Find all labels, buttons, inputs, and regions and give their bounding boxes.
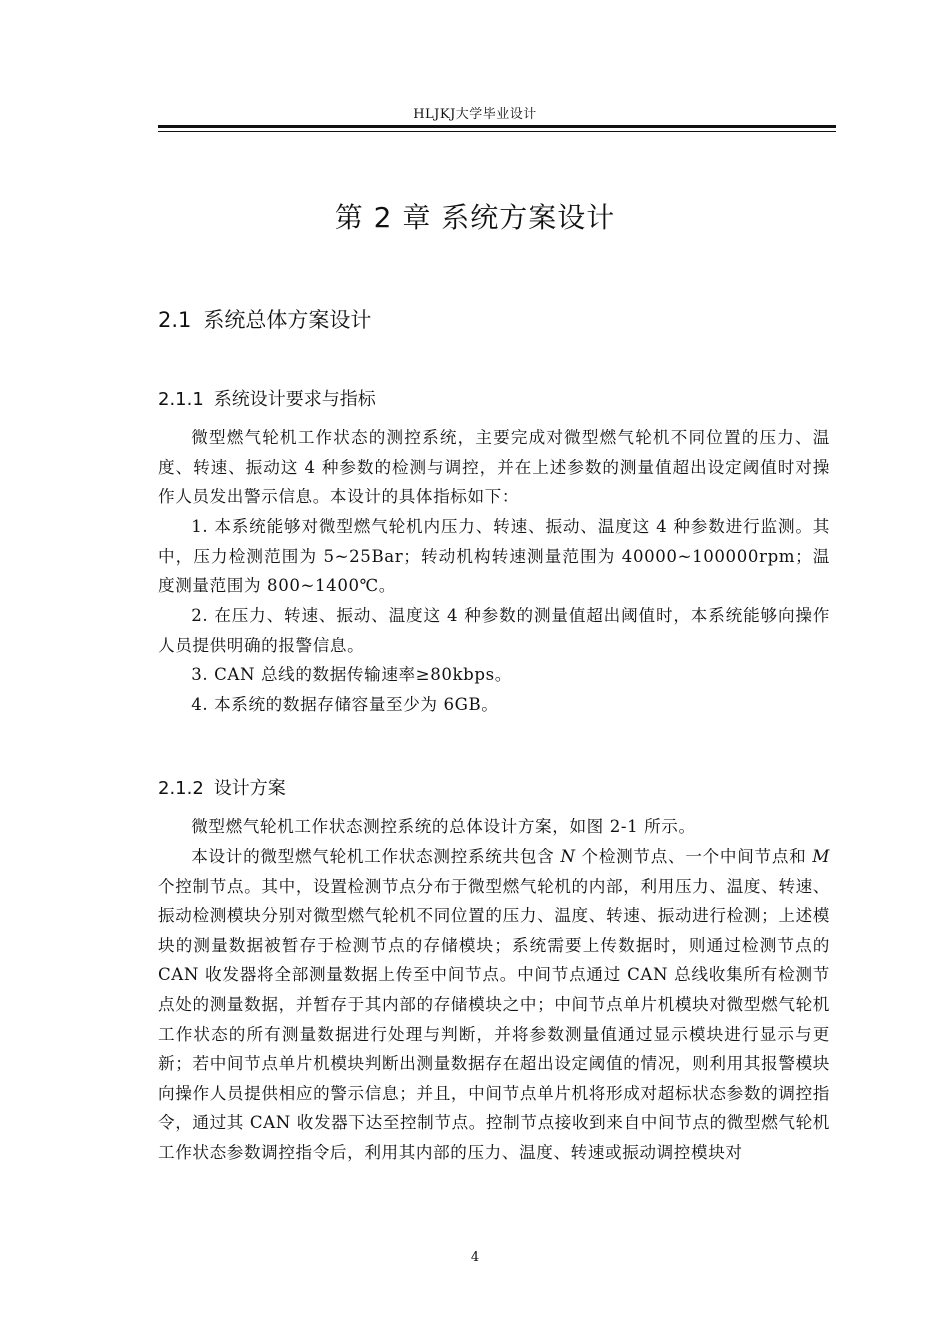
paragraph-intro: 微型燃气轮机工作状态的测控系统，主要完成对微型燃气轮机不同位置的压力、温度、转速、振动这 4 种参数的检测与调控，并在上述参数的测量值超出设定阈值时对操作人员发出警示信息。本设计的具体指标如下： [158, 428, 830, 507]
subsection-title: 系统设计要求与指标 [213, 389, 376, 410]
list-item-2: 2. 在压力、转速、振动、温度这 4 种参数的测量值超出阈值时，本系统能够向操作人员提供明确的报警信息。 [158, 606, 830, 655]
text-run: 个检测节点、一个中间节点和 [575, 847, 813, 866]
section-heading-2-1-2 [158, 774, 286, 800]
paragraph-design-description [158, 842, 830, 1168]
page-number: 4 [470, 1250, 480, 1265]
variable-m: M [812, 847, 830, 866]
list-item-3: 3. CAN 总线的数据传输速率≥80kbps。 [191, 665, 512, 684]
subsection-number: 2.1.2 [158, 778, 204, 799]
section-heading-2-1-1 [158, 385, 376, 411]
subsection-number: 2.1.1 [158, 389, 204, 410]
variable-n: N [560, 847, 576, 866]
subsection-title: 设计方案 [213, 778, 286, 799]
text-run: 本设计的微型燃气轮机工作状态测控系统共包含 [191, 847, 561, 866]
running-header: HLJKJ大学毕业设计 [413, 107, 537, 122]
paragraph-figure-ref: 微型燃气轮机工作状态测控系统的总体设计方案，如图 2-1 所示。 [191, 817, 696, 836]
list-item-4: 4. 本系统的数据存储容量至少为 6GB。 [191, 695, 499, 714]
section-number: 2.1 [158, 308, 192, 332]
header-rule-thick [158, 125, 836, 128]
section-title: 系统总体方案设计 [203, 308, 372, 332]
text-run: 个控制节点。其中，设置检测节点分布于微型燃气轮机的内部，利用压力、温度、转速、振动检测模块分别对微型燃气轮机不同位置的压力、温度、转速、振动进行检测；上述模块的测量数据被暂存于检测节点的存储模块；系统需要上传数据时，则通过检测节点的 CAN 收发器将全部测量数据上传至中间节点。中间节点通过 CAN 总线收集所有检测节点处的测量数据，并暂存于其内部的存储模块之中；中间节点单片机模块对微型燃气轮机工作状态的所有测量数据进行处理与判断，并将参数测量值通过显示模块进行显示与更新；若中间节点单片机模块判断出测量数据存在超出设定阈值的情况，则利用其报警模块向操作人员提供相应的警示信息；并且，中间节点单片机将形成对超标状态参数的调控指令，通过其 CAN 收发器下达至控制节点。控制节点接收到来自中间节点的微型燃气轮机工作状态参数调控指令后，利用其内部的压力、温度、转速或振动调控模块对 [158, 876, 830, 1162]
list-item-1: 1. 本系统能够对微型燃气轮机内压力、转速、振动、温度这 4 种参数进行监测。其中，压力检测范围为 5~25Bar；转动机构转速测量范围为 40000~100000rpm；温度测量范围为 800~1400℃。 [158, 517, 830, 596]
section-heading-2-1 [158, 304, 371, 334]
chapter-title: 第 2 章 系统方案设计 [334, 201, 616, 234]
header-rule-thin [158, 131, 836, 132]
